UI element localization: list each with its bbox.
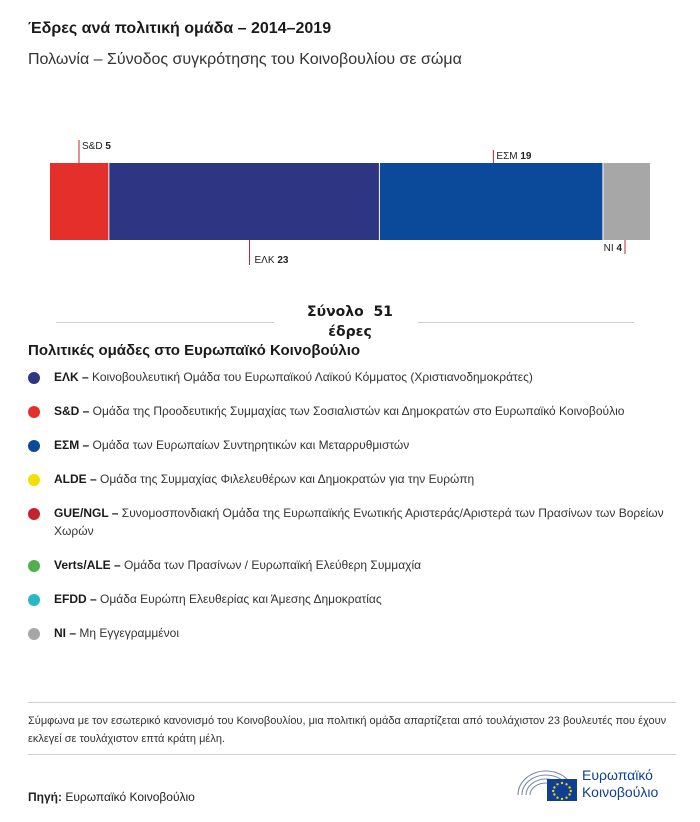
logo-line1: Ευρωπαϊκό — [582, 767, 653, 783]
legend-dot-sd — [28, 406, 40, 418]
legend-dot-verts-ale — [28, 560, 40, 572]
legend-abbr: GUE/NGL – — [54, 506, 119, 520]
bar-label-name: NI — [603, 243, 617, 254]
legend — [28, 368, 668, 642]
chart-title: Έδρες ανά πολιτική ομάδα – 2014–2019 — [28, 20, 332, 37]
total-label — [300, 302, 400, 342]
bar-segment-s-d — [50, 163, 109, 240]
source-label: Πηγή: — [28, 790, 62, 804]
legend-desc: Μη Εγγεγραμμένοι — [76, 626, 179, 640]
bar-segment-ni — [603, 163, 650, 240]
legend-abbr: ΕΣΜ – — [54, 438, 90, 452]
source — [28, 790, 195, 804]
bar-label-ελκ — [255, 255, 289, 266]
legend-abbr: Verts/ALE – — [54, 558, 121, 572]
legend-abbr: NI – — [54, 626, 77, 640]
legend-item-alde — [28, 470, 668, 488]
european-parliament-logo-icon — [514, 765, 578, 805]
legend-desc: Συνομοσπονδιακή Ομάδα της Ευρωπαϊκής Ενωτικής Αριστεράς/Αριστερά των Πρασίνων των Βορείων Χωρών — [54, 506, 664, 538]
bar-label-value: 19 — [520, 151, 532, 162]
source-value: Ευρωπαϊκό Κοινοβούλιο — [62, 790, 195, 804]
legend-desc: Ομάδα των Πρασίνων / Ευρωπαϊκή Ελεύθερη Συμμαχία — [120, 558, 422, 572]
legend-item-verts-ale — [28, 556, 668, 574]
legend-abbr: ALDE – — [54, 472, 97, 486]
legend-title: Πολιτικές ομάδες στο Ευρωπαϊκό Κοινοβούλιο — [28, 342, 361, 359]
note-divider-top — [28, 702, 676, 703]
total-rule-left — [56, 322, 274, 323]
legend-item-sd — [28, 402, 668, 420]
bar-label-ni — [604, 243, 623, 254]
legend-dot-efdd — [28, 594, 40, 606]
bar-segment-ελκ — [109, 163, 380, 240]
note-divider-bottom — [28, 754, 676, 755]
bar-label-value: 5 — [105, 141, 111, 152]
legend-item-ecr — [28, 436, 668, 454]
legend-item-efdd — [28, 590, 668, 608]
total-label-line1: Σύνολο 51 — [307, 304, 393, 320]
stacked-bar-chart — [0, 130, 700, 290]
legend-abbr: S&D – — [54, 404, 90, 418]
legend-desc: Ομάδα των Ευρωπαίων Συντηρητικών και Μεταρρυθμιστών — [89, 438, 410, 452]
legend-dot-ni — [28, 628, 40, 640]
legend-dot-ecr — [28, 440, 40, 452]
legend-desc: Κοινοβουλευτική Ομάδα του Ευρωπαϊκού Λαϊκού Κόμματος (Χριστιανοδημοκράτες) — [88, 370, 533, 384]
bar-label-εσμ — [496, 151, 532, 162]
bar-label-value: 4 — [616, 243, 622, 254]
legend-abbr: EFDD – — [54, 592, 97, 606]
legend-desc: Ομάδα της Προοδευτικής Συμμαχίας των Σοσιαλιστών και Δημοκρατών στο Ευρωπαϊκό Κοινοβούλιο — [89, 404, 625, 418]
total-rule-right — [418, 322, 634, 323]
total-seats — [0, 300, 700, 340]
legend-item-epp — [28, 368, 668, 386]
chart-subtitle: Πολωνία – Σύνοδος συγκρότησης του Κοινοβουλίου σε σώμα — [28, 51, 462, 68]
legend-dot-alde — [28, 474, 40, 486]
bar-label-name: ΕΛΚ — [254, 255, 278, 266]
bar-label-name: S&D — [82, 141, 106, 152]
legend-abbr: ΕΛΚ – — [54, 370, 89, 384]
total-label-line2: έδρες — [328, 324, 372, 340]
legend-item-ni — [28, 624, 668, 642]
logo-line2: Κοινοβούλιο — [582, 784, 659, 800]
footnote: Σύμφωνα με τον εσωτερικό κανονισμό του Κοινοβουλίου, μια πολιτική ομάδα απαρτίζεται από τουλάχιστον 23 βουλευτές που έχουν εκλεγεί σε τουλάχιστον επτά κράτη μέλη. — [28, 715, 667, 745]
bar-segment-εσμ — [379, 163, 603, 240]
bar-label-s-d — [82, 141, 111, 152]
legend-item-gue-ngl — [28, 504, 668, 540]
legend-desc: Ομάδα της Συμμαχίας Φιλελευθέρων και Δημοκρατών για την Ευρώπη — [96, 472, 475, 486]
european-parliament-logo — [514, 765, 684, 805]
legend-dot-gue-ngl — [28, 508, 40, 520]
bar-label-value: 23 — [277, 255, 289, 266]
legend-dot-epp — [28, 372, 40, 384]
legend-desc: Ομάδα Ευρώπη Ελευθερίας και Άμεσης Δημοκρατίας — [96, 592, 382, 606]
bar-label-name: ΕΣΜ — [496, 151, 521, 162]
logo-text — [582, 767, 658, 801]
